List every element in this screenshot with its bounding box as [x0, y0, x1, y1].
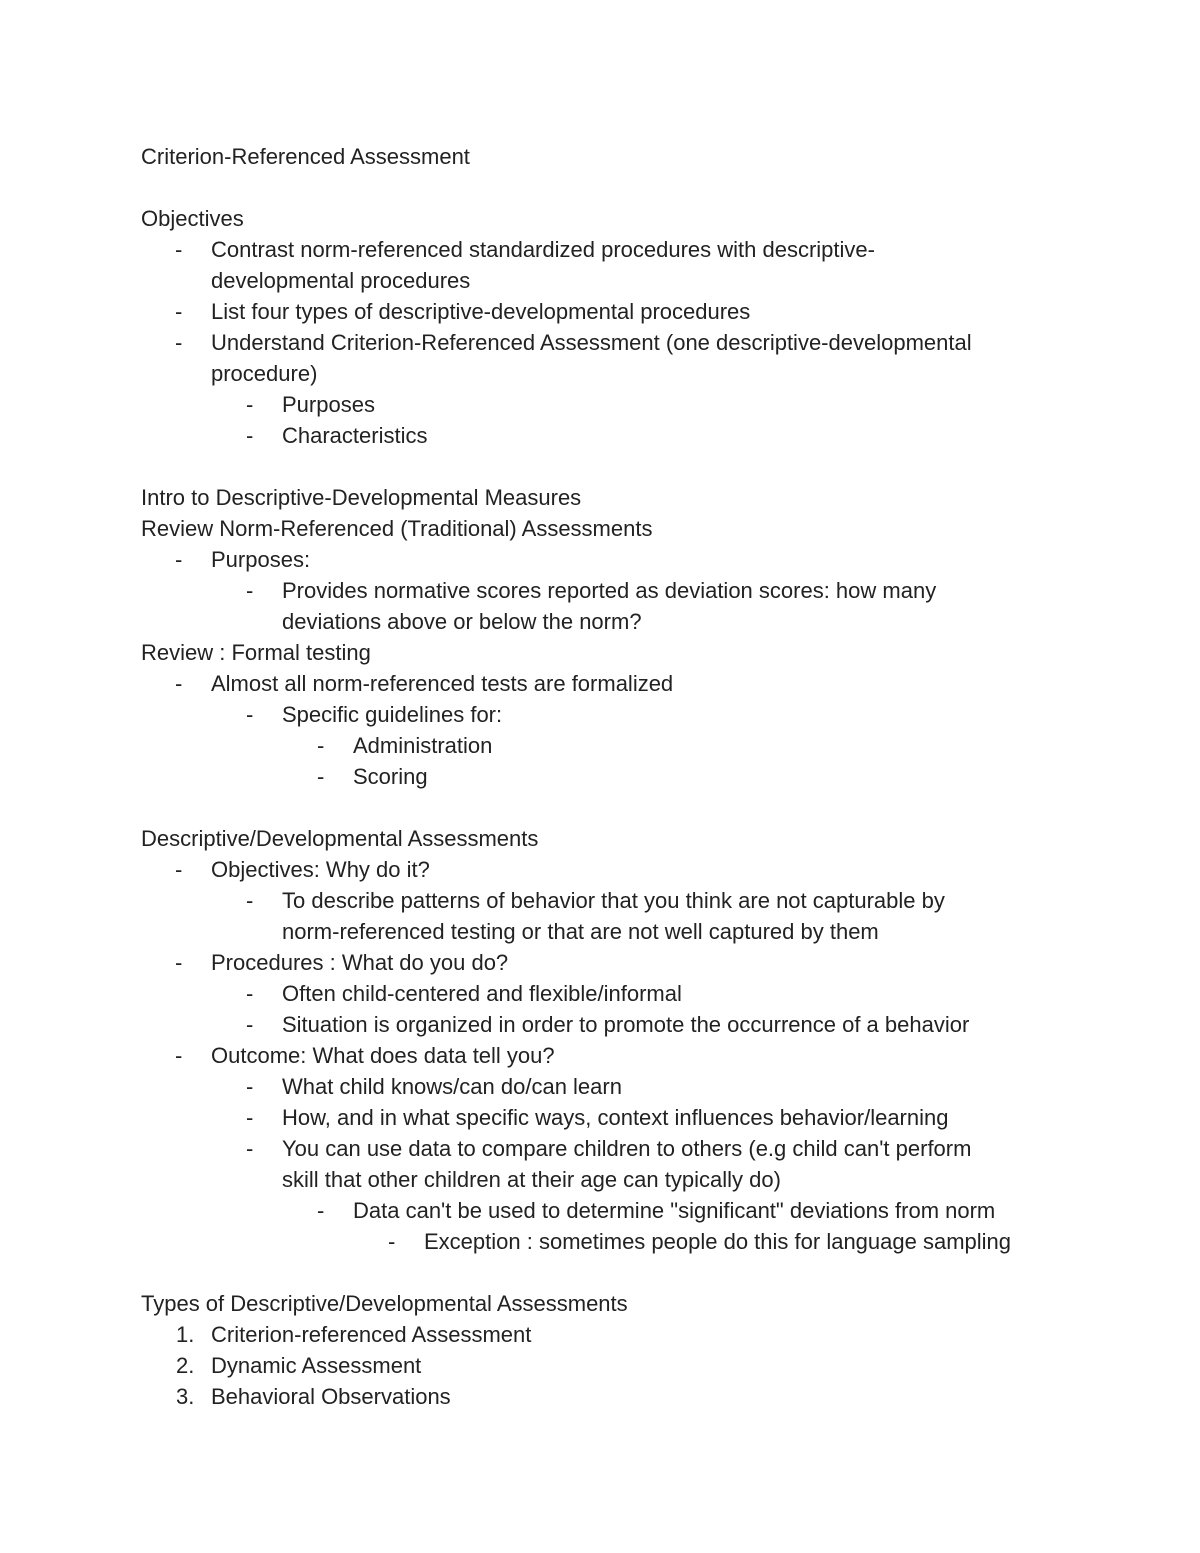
bullet-dash: - — [246, 1074, 254, 1099]
list-item: Understand Criterion-Referenced Assessment (one descriptive-developmental — [211, 330, 972, 355]
bullet-dash: - — [246, 423, 254, 448]
list-subitem: Often child-centered and flexible/informal — [282, 981, 682, 1006]
bullet-dash: - — [388, 1229, 396, 1254]
list-subitem: Provides normative scores reported as deviation scores: how many — [282, 578, 937, 603]
list-subitem-continuation: skill that other children at their age can typically do) — [282, 1167, 781, 1192]
bullet-dash: - — [175, 330, 183, 355]
review-norm-heading: Review Norm-Referenced (Traditional) Assessments — [141, 516, 653, 541]
list-subitem-continuation: deviations above or below the norm? — [282, 609, 642, 634]
list-item: Procedures : What do you do? — [211, 950, 509, 975]
list-subsubitem: Scoring — [353, 764, 428, 789]
bullet-dash: - — [246, 981, 254, 1006]
list-number: 2. — [176, 1353, 195, 1378]
list-item: Almost all norm-referenced tests are formalized — [211, 671, 674, 696]
bullet-dash: - — [175, 950, 183, 975]
list-item: Objectives: Why do it? — [211, 857, 430, 882]
list-subsubitem: Administration — [353, 733, 493, 758]
bullet-dash: - — [317, 1198, 325, 1223]
list-subitem: Characteristics — [282, 423, 428, 448]
list-number: 3. — [176, 1384, 195, 1409]
bullet-dash: - — [175, 671, 183, 696]
list-item: Contrast norm-referenced standardized procedures with descriptive- — [211, 237, 875, 262]
list-subitem: Purposes — [282, 392, 375, 417]
list-subitem: Specific guidelines for: — [282, 702, 503, 727]
bullet-dash: - — [246, 1136, 254, 1161]
list-subitem: What child knows/can do/can learn — [282, 1074, 622, 1099]
bullet-dash: - — [175, 547, 183, 572]
numbered-item: Criterion-referenced Assessment — [211, 1322, 532, 1347]
list-subitem: You can use data to compare children to others (e.g child can't perform — [282, 1136, 972, 1161]
bullet-dash: - — [317, 733, 325, 758]
list-subsubitem: Data can't be used to determine "significant" deviations from norm — [353, 1198, 996, 1223]
list-item-continuation: developmental procedures — [211, 268, 471, 293]
intro-heading: Intro to Descriptive-Developmental Measures — [141, 485, 582, 510]
bullet-dash: - — [246, 1105, 254, 1130]
formal-testing-heading: Review : Formal testing — [141, 640, 371, 665]
list-subitem: Situation is organized in order to promote the occurrence of a behavior — [282, 1012, 970, 1037]
list-item: List four types of descriptive-developmental procedures — [211, 299, 751, 324]
list-subitem-continuation: norm-referenced testing or that are not well captured by them — [282, 919, 879, 944]
bullet-dash: - — [246, 392, 254, 417]
list-item: Outcome: What does data tell you? — [211, 1043, 555, 1068]
numbered-item: Dynamic Assessment — [211, 1353, 422, 1378]
list-subsubsubitem: Exception : sometimes people do this for language sampling — [424, 1229, 1012, 1254]
bullet-dash: - — [175, 237, 183, 262]
bullet-dash: - — [175, 857, 183, 882]
list-subitem: How, and in what specific ways, context influences behavior/learning — [282, 1105, 949, 1130]
list-item: Purposes: — [211, 547, 311, 572]
types-heading: Types of Descriptive/Developmental Assessments — [141, 1291, 628, 1316]
bullet-dash: - — [246, 578, 254, 603]
numbered-item: Behavioral Observations — [211, 1384, 451, 1409]
document-title: Criterion-Referenced Assessment — [141, 144, 470, 169]
list-number: 1. — [176, 1322, 195, 1347]
bullet-dash: - — [246, 1012, 254, 1037]
bullet-dash: - — [246, 888, 254, 913]
descriptive-heading: Descriptive/Developmental Assessments — [141, 826, 539, 851]
bullet-dash: - — [175, 1043, 183, 1068]
list-item-continuation: procedure) — [211, 361, 318, 386]
bullet-dash: - — [246, 702, 254, 727]
list-subitem: To describe patterns of behavior that you think are not capturable by — [282, 888, 945, 913]
bullet-dash: - — [175, 299, 183, 324]
bullet-dash: - — [317, 764, 325, 789]
objectives-heading: Objectives — [141, 206, 244, 231]
